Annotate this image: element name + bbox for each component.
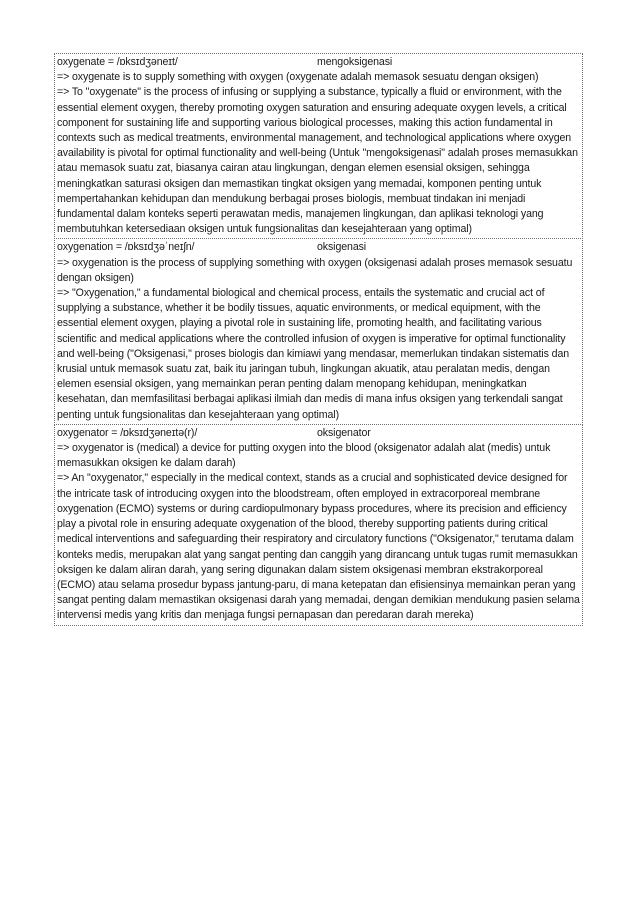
dictionary-entry-oxygenator bbox=[54, 424, 583, 626]
entry-header bbox=[57, 55, 580, 70]
translation: mengoksigenasi bbox=[317, 56, 393, 68]
dictionary-entry-oxygenate bbox=[54, 53, 583, 239]
entry-header bbox=[57, 240, 580, 255]
short-definition: => oxygenation is the process of supplying something with oxygen (oksigenasi adalah proses memasok sesuatu dengan oksigen) bbox=[57, 256, 573, 284]
translation: oksigenasi bbox=[317, 241, 367, 254]
long-definition: => "Oxygenation," a fundamental biological and chemical process, entails the systematic and crucial act of supplying a substance, whether it be bodily tissues, aquatic environments, or medical equipment, with the essential element oxygen, playing a pivotal role in sustaining life, promoting health, and facilitating various scientific and medical applications where the controlled infusion of oxygen is imperative for optimal functionality and well-being ("Oksigenasi," proses biologis dan kimiawi yang mendasar, memerlukan tindakan sistematis dan krusial untuk memasok suatu zat, baik itu jaringan tubuh, lingkungan akuatik, atau peralatan medis, dengan elemen esensial oksigen, yang memainkan peran penting dalam menopang kehidupan, meningkatkan kesehatan, dan memfasilitasi berbagai aplikasi ilmiah dan medis di mana infus oksigen yang terkendali sangat penting untuk fungsionalitas dan kesejahteraan yang optimal) bbox=[57, 287, 570, 421]
document-body bbox=[54, 53, 583, 626]
short-definition: => oxygenator is (medical) a device for putting oxygen into the blood (oksigenator adalah alat (medis) untuk memasukkan oksigen ke dalam darah) bbox=[57, 442, 551, 470]
headword: oxygenator = /ɒksɪdʒəneɪtə(r)/ bbox=[57, 426, 198, 439]
headword: oxygenation = /ɒksɪdʒəˈneɪʃn/ bbox=[57, 241, 195, 254]
long-definition: => An "oxygenator," especially in the medical context, stands as a crucial and sophisticated device designed for the intricate task of introducing oxygen into the bloodstream, often employed in extracorporeal membrane oxygenation (ECMO) systems or during cardiopulmonary bypass procedures, where its precision and efficiency play a pivotal role in ensuring adequate oxygenation of the blood, thereby supporting patients during critical medical interventions and safeguarding their respiratory and circulatory functions ("Oksigenator," terutama dalam konteks medis, merupakan alat yang sangat penting dan canggih yang dirancang untuk tugas rumit memasukkan oksigen ke dalam aliran darah, yang sering digunakan dalam sistem oksigenasi membran ekstrakorporeal (ECMO) atau selama prosedur bypass jantung-paru, di mana ketepatan dan efisiensinya memainkan peran yang sangat penting dalam memastikan oksigenasi darah yang memadai, dengan demikian mendukung pasien selama intervensi medis yang kritis dan menjaga fungsi pernapasan dan peredaran darah mereka) bbox=[57, 472, 580, 622]
translation: oksigenator bbox=[317, 426, 371, 439]
short-definition: => oxygenate is to supply something with oxygen (oxygenate adalah memasok sesuatu dengan oksigen) bbox=[57, 71, 539, 84]
long-definition: => To "oxygenate" is the process of infusing or supplying a substance, typically a fluid or environment, with the essential element oxygen, thereby promoting oxygen saturation and ensuring adequate oxygen levels, a critical component for sustaining life and supporting various biological processes, making this action fundamental in contexts such as medical treatments, environmental management, and technological applications where oxygen availability is pivotal for optimal functionality and well-being (Untuk "mengoksigenasi" adalah proses memasukkan atau memasok suatu zat, biasanya cairan atau lingkungan, dengan elemen esensial oksigen, sehingga meningkatkan saturasi oksigen dan memastikan tingkat oksigen yang memadai, komponen penting untuk mempertahankan kehidupan dan mendukung berbagai proses biologis, membuat tindakan ini menjadi fundamental dalam konteks seperti perawatan medis, manajemen lingkungan, dan aplikasi teknologi yang membutuhkan ketersediaan oksigen untuk fungsionalitas dan kesejahteraan yang optimal) bbox=[57, 86, 578, 236]
entry-header bbox=[57, 426, 580, 441]
dictionary-entry-oxygenation bbox=[54, 238, 583, 424]
headword: oxygenate = /ɒksɪdʒəneɪt/ bbox=[57, 56, 178, 68]
